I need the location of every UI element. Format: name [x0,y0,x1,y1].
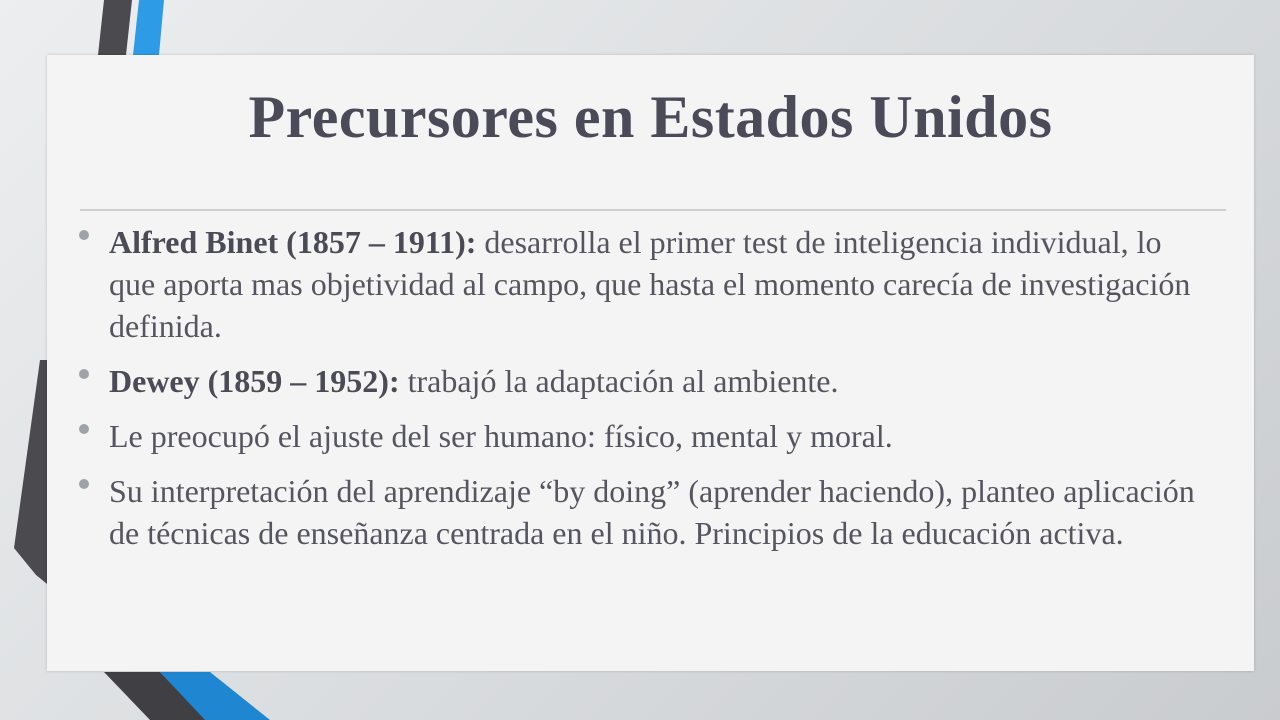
top-blue-stripe [133,0,164,55]
bullet-text: Le preocupó el ajuste del ser humano: físico, mental y moral. [109,418,893,454]
bullet-list [77,221,1207,567]
bullet-text: Su interpretación del aprendizaje “by doing” (aprender haciendo), planteo aplicación de técnicas de enseñanza centrada en el niño. Principios de la educación activa. [109,473,1195,551]
bullet-dot-icon [79,369,89,379]
bullet-item-dewey [77,360,1207,402]
bullet-dot-icon [79,479,89,489]
bullet-text: desarrolla el primer test de inteligencia individual, lo que aporta mas objetividad al campo, que hasta el momento carecía de investigación definida. [109,224,1191,344]
slide-panel [47,55,1254,671]
slide-title: Precursores en Estados Unidos [248,84,1053,150]
bullet-heading: Dewey (1859 – 1952): [109,363,400,399]
bullet-item-by-doing [77,470,1207,554]
bullet-dot-icon [79,424,89,434]
bullet-heading: Alfred Binet (1857 – 1911): [109,224,477,260]
title-divider [80,209,1226,211]
bullet-dot-icon [79,230,89,240]
bullet-item-ajuste [77,415,1207,457]
bullet-text: trabajó la adaptación al ambiente. [399,363,839,399]
top-dark-stripe [98,0,132,55]
bullet-item-binet [77,221,1207,347]
